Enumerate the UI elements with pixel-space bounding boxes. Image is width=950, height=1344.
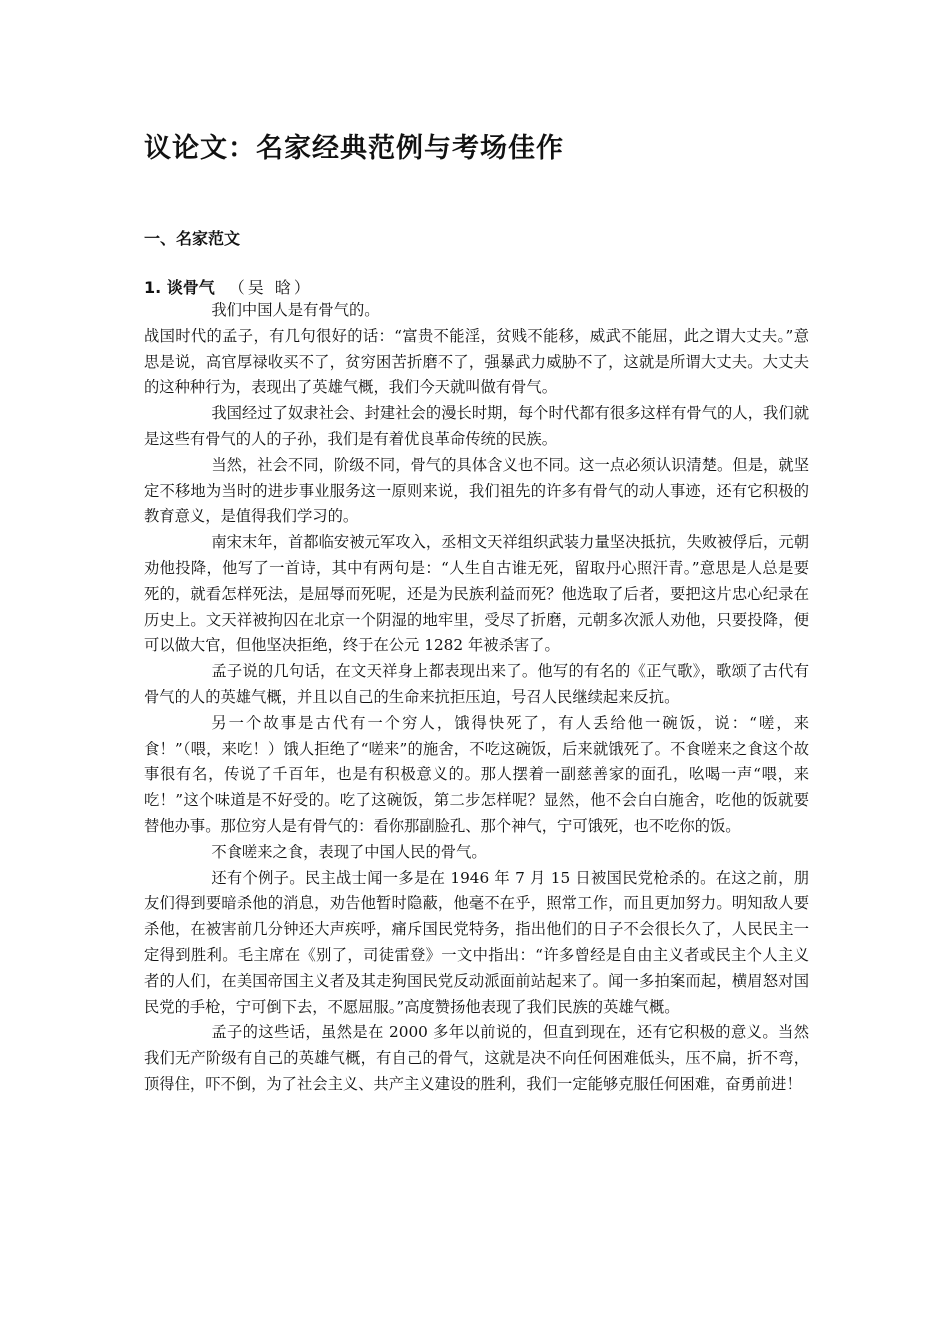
paragraph: 还有个例子。民主战士闻一多是在 1946 年 7 月 15 日被国民党枪杀的。在这之前，朋友们得到要暗杀他的消息，劝告他暂时隐蔽，他毫不在乎，照常工作，而且更加努力。明知敌人要杀他，在被害前几分钟还大声疾呼，痛斥国民党特务，指出他们的日子不会很长久了，人民民主一定得到胜利。毛主席在《别了，司徒雷登》一文中指出：“许多曾经是自由主义者或民主个人主义者的人们，在美国帝国主义者及其走狗国民党反动派面前站起来了。闻一多拍案而起，横眉怒对国民党的手枪，宁可倒下去，不愿屈服。”高度赞扬他表现了我们民族的英雄气概。 xyxy=(144,868,809,1016)
article-body xyxy=(144,298,809,1098)
paragraph: 南宋末年，首都临安被元军攻入，丞相文天祥组织武装力量坚决抵抗，失败被俘后，元朝劝他投降，他写了一首诗，其中有两句是：“人生自古谁无死，留取丹心照汗青。”意思是人总是要死的，就看怎样死法，是屈辱而死呢，还是为民族利益而死？他选取了后者，要把这片忠心纪录在历史上。文天祥被拘囚在北京一个阴湿的地牢里，受尽了折磨，元朝多次派人劝他，只要投降，便可以做大官，但他坚决拒绝，终于在公元 1282 年被杀害了。 xyxy=(144,533,809,655)
paragraph: 孟子的这些话，虽然是在 2000 多年以前说的，但直到现在，还有它积极的意义。当然我们无产阶级有自己的英雄气概，有自己的骨气，这就是决不向任何困难低头，压不扁，折不弯，顶得住，吓不倒，为了社会主义、共产主义建设的胜利，我们一定能够克服任何困难，奋勇前进！ xyxy=(144,1023,809,1093)
article-author: （吴 晗） xyxy=(228,278,313,297)
section-heading: 一、名家范文 xyxy=(144,229,241,248)
document-title: 议论文：名家经典范例与考场佳作 xyxy=(144,133,564,164)
paragraph: 当然，社会不同，阶级不同，骨气的具体含义也不同。这一点必须认识清楚。但是，就坚定不移地为当时的进步事业服务这一原则来说，我们祖先的许多有骨气的动人事迹，还有它积极的教育意义，是值得我们学习的。 xyxy=(144,455,809,526)
article-heading xyxy=(144,275,313,298)
paragraph: 另一个故事是古代有一个穷人，饿得快死了，有人丢给他一碗饭，说：“嗟，来食！”（喂，来吃！）饿人拒绝了“嗟来”的施舍，不吃这碗饭，后来就饿死了。不食嗟来之食这个故事很有名，传说了千百年，也是有积极意义的。那人摆着一副慈善家的面孔，吆喝一声“喂，来吃！”这个味道是不好受的。吃了这碗饭，第二步怎样呢？显然，他不会白白施舍，吃他的饭就要替他办事。那位穷人是有骨气的：看你那副脸孔、那个神气，宁可饿死，也不吃你的饭。 xyxy=(144,713,809,835)
article-title: 1. 谈骨气 xyxy=(144,278,215,297)
paragraph: 不食嗟来之食，表现了中国人民的骨气。 xyxy=(211,842,487,861)
paragraph: 战国时代的孟子，有几句很好的话：“富贵不能淫，贫贱不能移，威武不能屈，此之谓大丈夫。”意思是说，高官厚禄收买不了，贫穷困苦折磨不了，强暴武力威胁不了，这就是所谓大丈夫。大丈夫的这种种行为，表现出了英雄气概，我们今天就叫做有骨气。 xyxy=(144,326,809,397)
paragraph: 我国经过了奴隶社会、封建社会的漫长时期，每个时代都有很多这样有骨气的人，我们就是这些有骨气的人的子孙，我们是有着优良革命传统的民族。 xyxy=(144,404,809,448)
paragraph: 孟子说的几句话，在文天祥身上都表现出来了。他写的有名的《正气歌》，歌颂了古代有骨气的人的英雄气概，并且以自己的生命来抗拒压迫，号召人民继续起来反抗。 xyxy=(144,662,809,706)
paragraph: 我们中国人是有骨气的。 xyxy=(211,301,380,319)
